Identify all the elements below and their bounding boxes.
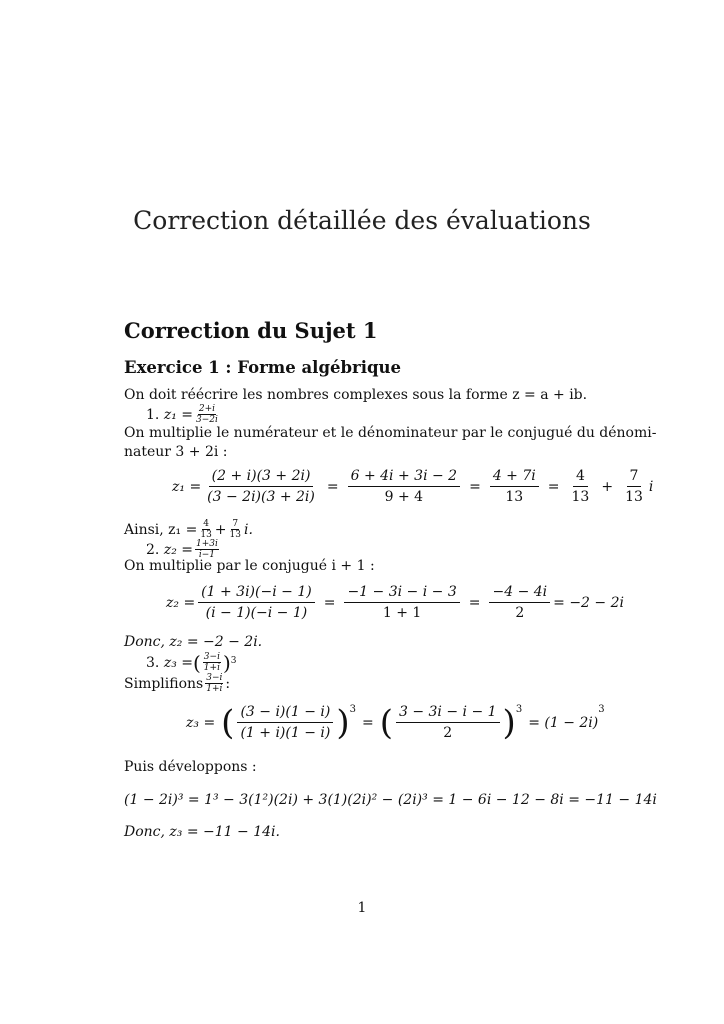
item-1-label: 1.: [146, 406, 160, 423]
item-2-den: i−1: [198, 550, 215, 560]
eq2-fraction-2: [344, 584, 459, 621]
eq3-fraction-1: [237, 704, 333, 741]
eq2-f2-den: 1 + 1: [382, 605, 422, 621]
r-b-num: 7: [232, 519, 239, 529]
eq3-fraction-2: [396, 704, 500, 741]
eq3-f2-num: 3 − 3i − i − 1: [396, 704, 500, 723]
simplify-prefix: Simplifions: [124, 675, 204, 692]
item-3-conclusion: Donc, z₃ = −11 − 14i.: [124, 824, 280, 840]
eq1-fraction-5: [622, 468, 646, 505]
eq3-f2-den: 2: [443, 725, 453, 741]
eq1-f2-den: 9 + 4: [384, 489, 424, 505]
item-1-result-frac-b: [229, 519, 242, 540]
item-2-lhs: z₂ =: [163, 541, 193, 558]
item-1-fraction: [195, 404, 219, 425]
item-1-num: 2+i: [198, 404, 215, 414]
item-1-explain-line2: nateur 3 + 2i :: [124, 444, 228, 460]
item-3-develop: Puis développons :: [124, 759, 257, 775]
eq1-f1-num: (2 + i)(3 + 2i): [209, 468, 314, 487]
eq1-f3-num: 4 + 7i: [490, 468, 539, 487]
eq3-f1-num: (3 − i)(1 − i): [237, 704, 333, 723]
eq2-f1-num: (1 + 3i)(−i − 1): [198, 584, 315, 603]
eq1-fraction-4: [569, 468, 593, 505]
eq2-f3-den: 2: [515, 605, 525, 621]
item-1-den: 3−2i: [195, 415, 218, 425]
section-title: Correction du Sujet 1: [124, 318, 378, 343]
item-1-result-prefix: Ainsi, z₁ =: [124, 521, 198, 538]
eq1-f4-num: 4: [573, 468, 588, 487]
eq1-f4-den: 13: [571, 489, 590, 505]
item-2-label: 2.: [146, 541, 160, 558]
eq3-exp2: 3: [515, 704, 523, 715]
intro-text: On doit réécrire les nombres complexes sous la forme z = a + ib.: [124, 387, 588, 403]
item-3-fraction: [203, 652, 221, 673]
item-1-lhs: z₁ =: [163, 406, 193, 423]
item-3-label: 3.: [146, 654, 160, 671]
item-3-num: 3−i: [203, 652, 220, 662]
eq2-result: = −2 − 2i: [553, 594, 624, 611]
eq2-fraction-3: [489, 584, 550, 621]
item-3-exp: 3: [230, 656, 237, 666]
r-b-den: 13: [229, 530, 241, 540]
eq2-lhs: z₂ =: [166, 594, 196, 611]
eq3-exp1: 3: [349, 704, 356, 715]
simplify-suffix: :: [225, 675, 231, 692]
simplify-den: 1+i: [206, 684, 223, 694]
item-2-conclusion: Donc, z₂ = −2 − 2i.: [124, 634, 263, 650]
item-3-den: 1+i: [203, 663, 220, 673]
eq1-f1-den: (3 − 2i)(3 + 2i): [207, 489, 315, 505]
r-a-num: 4: [203, 519, 209, 529]
item-3: 3. z₃ = ( $\frac{3-i}{1+i}$ ) 3: [146, 650, 237, 675]
eq2-f3-num: −4 − 4i: [489, 584, 550, 603]
document-title: Correction détaillée des évaluations: [133, 206, 591, 235]
eq1-lhs: z₁ =: [172, 478, 202, 495]
eq2-f2-num: −1 − 3i − i − 3: [344, 584, 459, 603]
item-1-explain-line1: On multiplie le numérateur et le dénominateur par le conjugué du dénomi-: [124, 425, 657, 441]
eq1-fraction-3: [490, 468, 539, 505]
eq1-fraction-1: [204, 468, 318, 505]
eq1-f5-den: 13: [625, 489, 643, 505]
eq1-fraction-2: [348, 468, 460, 505]
item-1-equation: z₁ = $\frac{(2 + i)(3 + 2i)}{(3 - 2i)(3 + 2i)}$ = $\frac{6 + 4i + 3i - 2}{9 + 4}$ = $\frac{4 + 7i}{13}$ = $\frac{4}{13}$ + $\frac{7}{13}$ i: [172, 468, 654, 505]
eq3-exp3: 3: [598, 704, 605, 715]
item-3-expansion: (1 − 2i)³ = 1³ − 3(1²)(2i) + 3(1)(2i)² − (2i)³ = 1 − 6i − 12 − 8i = −11 − 14i: [124, 792, 657, 808]
r-a-den: 13: [200, 530, 212, 540]
eq3-lhs: z₃ =: [186, 714, 216, 731]
eq1-f5-num: 7: [627, 468, 642, 487]
item-1-result-suffix: i.: [243, 521, 253, 538]
eq2-fraction-1: [198, 584, 315, 621]
eq1-f3-den: 13: [505, 489, 524, 505]
item-3-equation: z₃ = ( $\frac{(3 - i)(1 - i)}{(1 + i)(1 - i)}$ ) $^3$ = ( $\frac{3 - 3i - i - 1}{2}$ ) $^3$ = (1 − 2i) $^3$: [186, 702, 605, 743]
item-3-simplify: [124, 673, 230, 694]
item-1: [146, 404, 221, 425]
item-1-result: Ainsi, z₁ = $\frac{4}{13}$ + $\frac{7}{13}$ i.: [124, 519, 253, 540]
eq2-f1-den: (i − 1)(−i − 1): [205, 605, 308, 621]
item-2-num: 1+3i: [195, 539, 218, 549]
simplify-fraction: [205, 673, 223, 694]
item-1-result-frac-a: [199, 519, 212, 540]
subsection-title: Exercice 1 : Forme algébrique: [124, 358, 402, 377]
simplify-num: 3−i: [206, 673, 223, 683]
eq3-f1-den: (1 + i)(1 − i): [240, 725, 331, 741]
item-2-equation: z₂ = $\frac{(1 + 3i)(-i - 1)}{(i - 1)(-i - 1)}$ = $\frac{-1 - 3i - i - 3}{1 + 1}$ = $\frac{-4 - 4i}{2}$ = −2 − 2i: [166, 584, 624, 621]
page-number: 1: [357, 900, 367, 916]
eq1-tail: i: [648, 478, 654, 495]
item-2-explain: On multiplie par le conjugué i + 1 :: [124, 558, 375, 574]
eq3-result: = (1 − 2i): [528, 714, 599, 731]
eq1-f2-num: 6 + 4i + 3i − 2: [348, 468, 460, 487]
item-3-lhs: z₃ =: [163, 654, 193, 671]
